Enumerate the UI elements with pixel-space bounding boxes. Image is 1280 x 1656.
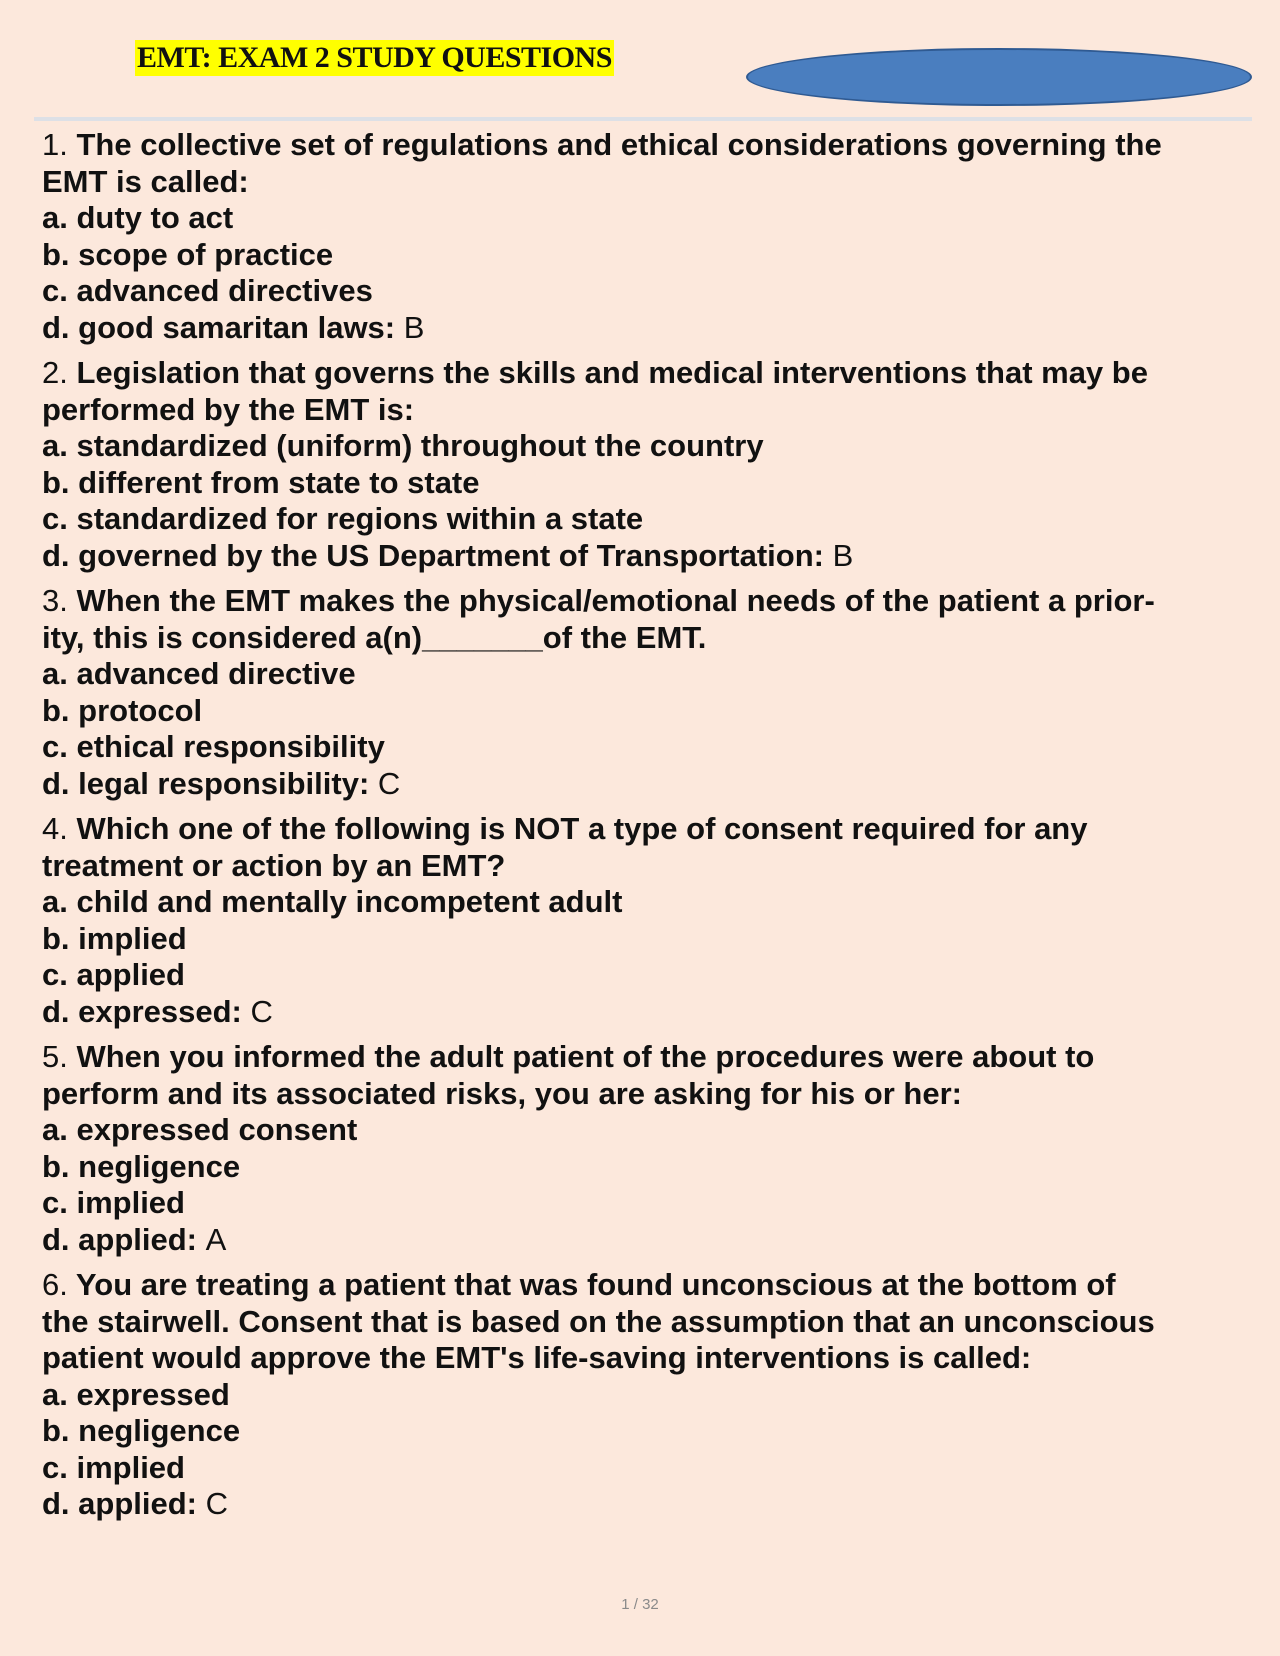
stem-line: performed by the EMT is: xyxy=(42,391,415,427)
option-d xyxy=(42,766,1257,803)
option-d xyxy=(42,538,1257,575)
question-2 xyxy=(42,355,1257,574)
option-a: a. expressed consent xyxy=(42,1112,358,1147)
question-3 xyxy=(42,583,1257,802)
answer: A xyxy=(205,1221,227,1257)
question-number: 3. xyxy=(42,583,68,618)
option-text: d. legal responsibility: xyxy=(42,765,370,801)
option-b: b. scope of practice xyxy=(42,236,334,272)
option-d xyxy=(42,994,1257,1031)
option-c: c. advanced directives xyxy=(42,273,373,308)
question-stem xyxy=(42,1267,1257,1304)
option-d xyxy=(42,1222,1257,1259)
option-c: c. applied xyxy=(42,957,185,992)
decorative-oval xyxy=(746,48,1252,106)
answer: B xyxy=(832,537,854,573)
question-number: 5. xyxy=(42,1039,68,1074)
stem-line: When the EMT makes the physical/emotional needs of the patient a prior- xyxy=(76,583,1155,618)
option-b: b. negligence xyxy=(42,1148,241,1184)
stem-line: Legislation that governs the skills and medical interventions that may be xyxy=(76,355,1148,390)
question-1 xyxy=(42,127,1257,346)
stem-line: When you informed the adult patient of the procedures were about to xyxy=(76,1039,1095,1074)
option-c: c. ethical responsibility xyxy=(42,729,385,764)
option-a: a. standardized (uniform) throughout the country xyxy=(42,428,764,463)
stem-line: perform and its associated risks, you are asking for his or her: xyxy=(42,1075,962,1111)
stem-line: The collective set of regulations and ethical considerations governing the xyxy=(76,127,1162,162)
question-stem xyxy=(42,127,1257,164)
question-stem xyxy=(42,811,1257,848)
answer: C xyxy=(250,993,273,1029)
option-c: c. implied xyxy=(42,1449,185,1485)
option-b: b. negligence xyxy=(42,1413,241,1448)
option-a: a. expressed xyxy=(42,1376,230,1412)
option-text: d. governed by the US Department of Transportation: xyxy=(42,537,824,573)
option-d xyxy=(42,310,1257,347)
option-text: d. good samaritan laws: xyxy=(42,309,396,345)
stem-line: Which one of the following is NOT a type of consent required for any xyxy=(76,811,1088,846)
option-text: d. expressed: xyxy=(42,993,242,1029)
answer: B xyxy=(403,309,425,345)
option-c: c. implied xyxy=(42,1185,185,1220)
question-number: 4. xyxy=(42,811,68,846)
question-stem xyxy=(42,1039,1257,1076)
question-number: 1. xyxy=(42,127,68,162)
option-c: c. standardized for regions within a state xyxy=(42,501,644,536)
option-text: d. applied: xyxy=(42,1221,197,1257)
answer: C xyxy=(377,765,401,801)
question-number: 6. xyxy=(42,1267,68,1302)
header-divider xyxy=(34,117,1252,121)
question-stem xyxy=(42,583,1257,620)
option-a: a. duty to act xyxy=(42,200,234,235)
option-a: a. child and mentally incompetent adult xyxy=(42,884,623,919)
question-4 xyxy=(42,811,1257,1030)
option-b: b. implied xyxy=(42,920,187,956)
option-d xyxy=(42,1486,1257,1523)
stem-line: treatment or action by an EMT? xyxy=(42,847,506,883)
stem-line: EMT is called: xyxy=(42,163,249,199)
stem-line: patient would approve the EMT's life-saving interventions is called: xyxy=(42,1340,1032,1375)
stem-line: ity, this is considered a(n)_______of the EMT. xyxy=(42,619,707,655)
question-stem xyxy=(42,355,1257,392)
page-indicator: 1 / 32 xyxy=(621,1596,659,1613)
document-title: EMT: EXAM 2 STUDY QUESTIONS xyxy=(137,41,612,74)
answer: C xyxy=(205,1486,229,1521)
stem-line: You are treating a patient that was found unconscious at the bottom of xyxy=(75,1267,1116,1302)
question-number: 2. xyxy=(42,355,68,390)
question-list xyxy=(42,127,1257,1532)
option-text: d. applied: xyxy=(42,1486,197,1521)
stem-line: the stairwell. Consent that is based on the assumption that an unconscious xyxy=(42,1303,1155,1339)
question-6 xyxy=(42,1267,1257,1523)
option-b: b. different from state to state xyxy=(42,464,480,500)
option-b: b. protocol xyxy=(42,692,203,728)
question-5 xyxy=(42,1039,1257,1258)
option-a: a. advanced directive xyxy=(42,656,356,691)
